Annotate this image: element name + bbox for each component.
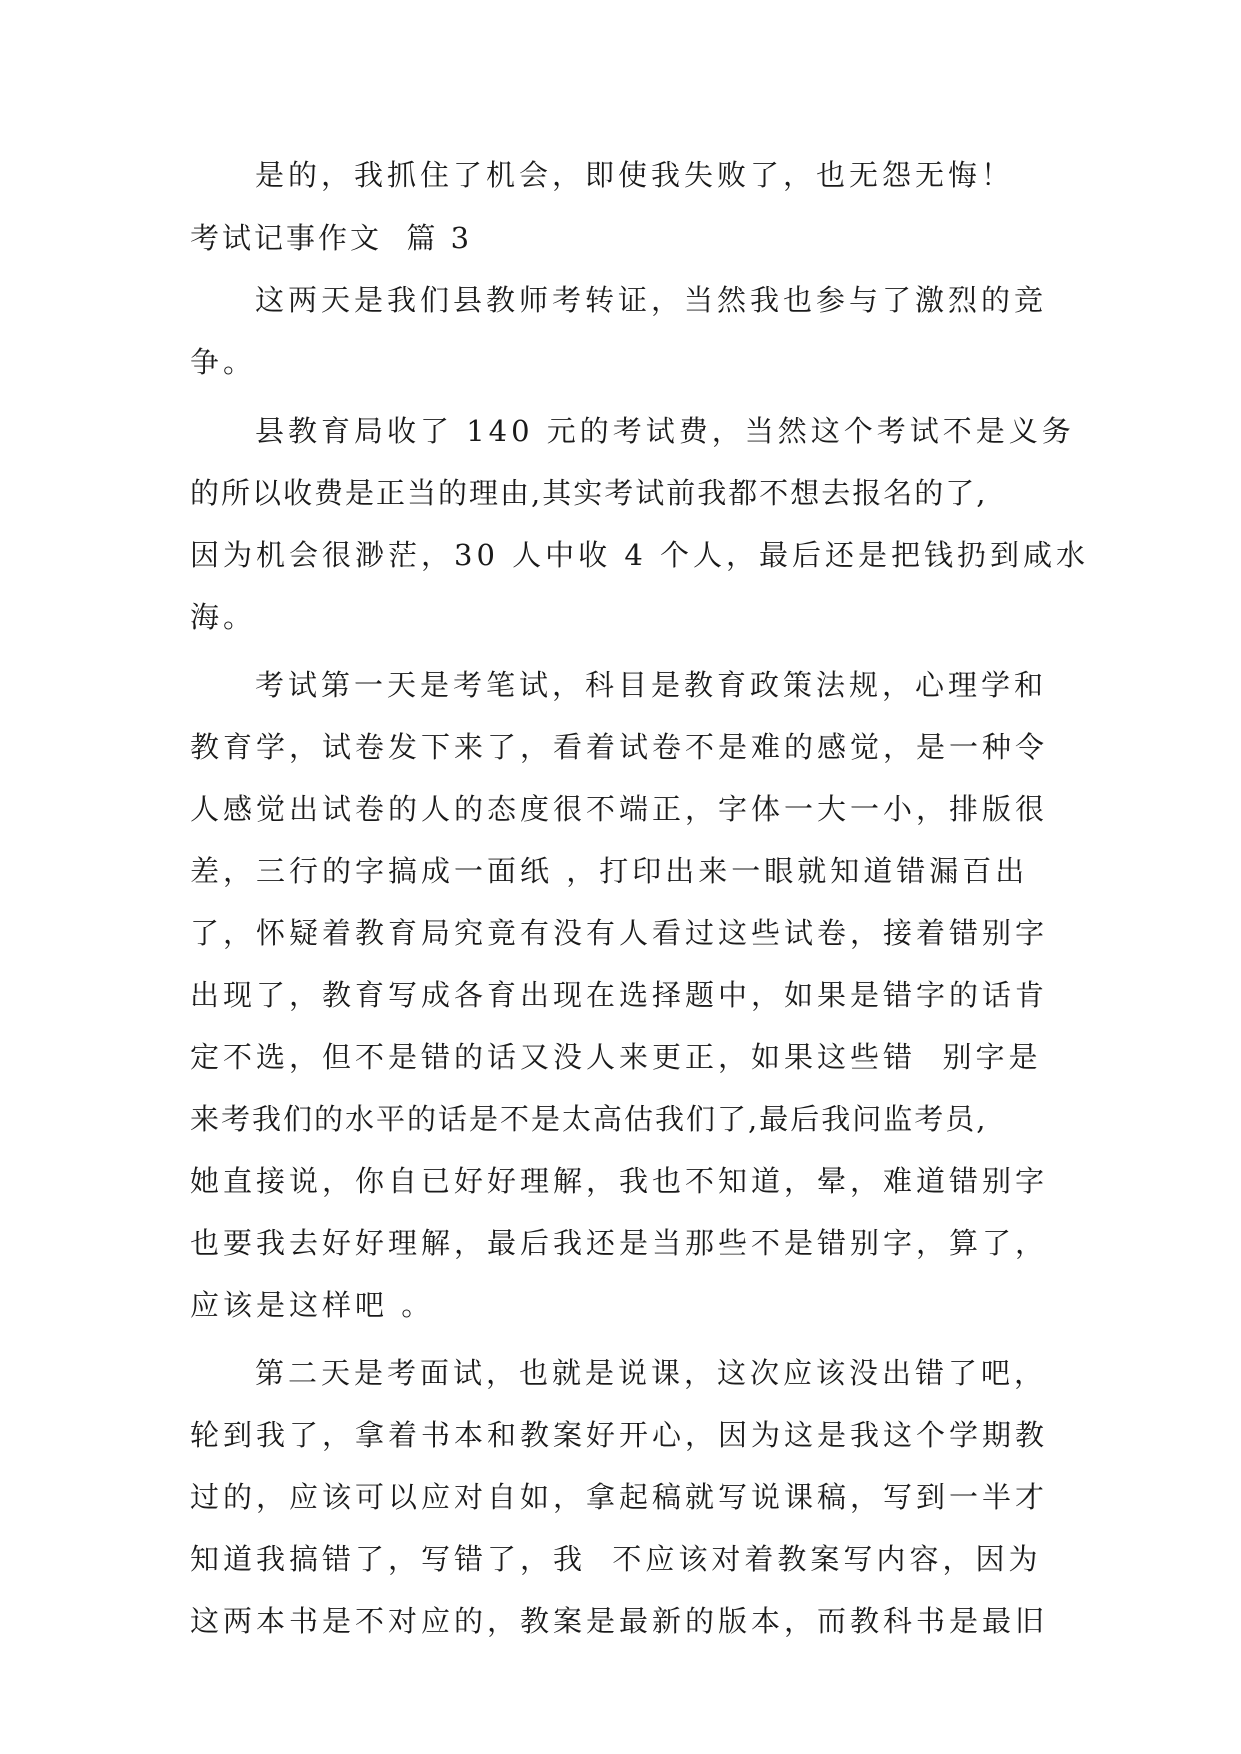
paragraph-line: 这两天是我们县教师考转证，当然我也参与了激烈的竞	[255, 283, 1048, 317]
paragraph-line: 差，三行的字搞成一面纸 ，打印出来一眼就知道错漏百出	[190, 854, 1029, 888]
paragraph-line: 这两本书是不对应的，教案是最新的版本，而教科书是最旧	[190, 1604, 1049, 1638]
paragraph-line: 也要我去好好理解，最后我还是当那些不是错别字，算了，	[190, 1226, 1049, 1260]
paragraph-line: 是的，我抓住了机会，即使我失败了，也无怨无悔！	[255, 158, 1015, 192]
paragraph-line: 县教育局收了 140 元的考试费，当然这个考试不是义务	[255, 414, 1075, 448]
paragraph-line: 教育学，试卷发下来了，看着试卷不是难的感觉，是一种令	[190, 730, 1049, 764]
paragraph-line: 轮到我了，拿着书本和教案好开心，因为这是我这个学期教	[190, 1418, 1049, 1452]
paragraph-line: 来考我们的水平的话是不是太高估我们了,最后我问监考员,	[190, 1102, 988, 1136]
paragraph-line: 的所以收费是正当的理由,其实考试前我都不想去报名的了,	[190, 476, 988, 510]
section-heading: 考试记事作文 篇 3	[190, 221, 473, 255]
paragraph-line: 海。	[190, 600, 257, 634]
paragraph-line: 了，怀疑着教育局究竟有没有人看过这些试卷，接着错别字	[190, 916, 1049, 950]
paragraph-line: 考试第一天是考笔试，科目是教育政策法规，心理学和	[255, 668, 1048, 702]
paragraph-line: 人感觉出试卷的人的态度很不端正，字体一大一小，排版很	[190, 792, 1049, 826]
paragraph-line: 第二天是考面试，也就是说课，这次应该没出错了吧，	[255, 1356, 1048, 1390]
paragraph-line: 争。	[190, 345, 257, 379]
paragraph-line: 出现了，教育写成各育出现在选择题中，如果是错字的话肯	[190, 978, 1049, 1012]
paragraph-line: 她直接说，你自已好好理解，我也不知道，晕，难道错别字	[190, 1164, 1049, 1198]
paragraph-line: 因为机会很渺茫，30 人中收 4 个人，最后还是把钱扔到咸水	[190, 538, 1090, 572]
paragraph-line: 应该是这样吧 。	[190, 1288, 435, 1322]
paragraph-line: 定不选，但不是错的话又没人来更正，如果这些错 别字是	[190, 1040, 1042, 1074]
paragraph-line: 过的，应该可以应对自如，拿起稿就写说课稿，写到一半才	[190, 1480, 1049, 1514]
paragraph-line: 知道我搞错了，写错了，我 不应该对着教案写内容，因为	[190, 1542, 1042, 1576]
